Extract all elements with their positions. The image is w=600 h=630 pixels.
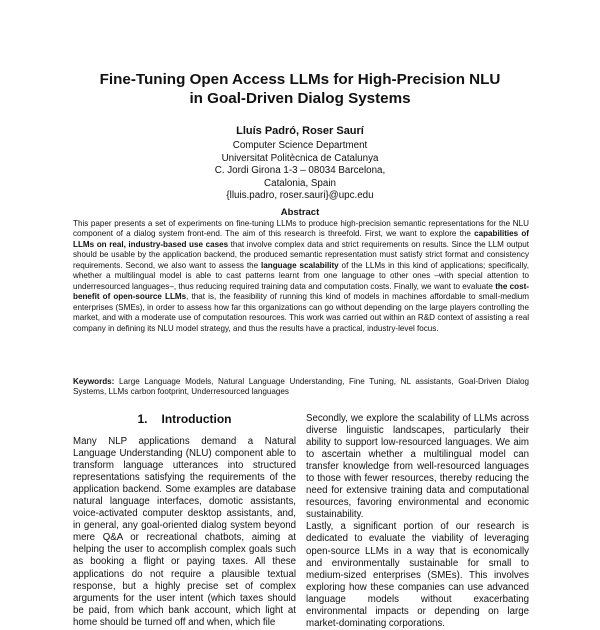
affiliation-line: Catalonia, Spain — [264, 177, 336, 189]
keywords — [73, 377, 529, 398]
abstract-emphasis: capabilities of LLMs on real, industry-based use cases — [73, 229, 529, 249]
affiliation-email: {lluis.padro, roser.sauri}@upc.edu — [226, 190, 374, 202]
abstract-heading: Abstract — [280, 207, 320, 218]
title-line-1: Fine-Tuning Open Access LLMs for High-Precision NLU — [99, 71, 501, 88]
intro-right-paragraph: Secondly, we explore the scalability of LLMs across diverse linguistic landscapes, particularly their ability to support low-resourced languages. We aim to ascertain whether a multilingual model can transfer knowledge from well-resourced languages to those with fewer resources, thereby reducing the need for extensive training data and computational resources, favoring environmental and economic sustainability. — [306, 413, 529, 521]
intro-right-paragraph: Lastly, a significant portion of our research is dedicated to evaluate the viability of leveraging open-source LLMs in a way that is economically and environmentally sustainable for small to medium-sized enterprises (SMEs). This involves exploring how these companies can use advanced language models without exacerbating environmental impacts or depending on large market-dominating corporations. — [306, 521, 529, 629]
abstract-part: This paper presents a set of experiments on fine-tuning LLMs to produce high-precision semantic representations for the NLU component of a dialog system front-end. The aim of this research is threefold. First, we want to explore the — [73, 219, 529, 239]
keywords-label: Keywords: — [73, 377, 115, 386]
paper-title — [60, 70, 540, 108]
keywords-list: Large Language Models, Natural Language Understanding, Fine Tuning, NL assistants, Goal-Driven Dialog Systems, LLMs carbon footprint, Underresourced languages — [73, 377, 529, 397]
abstract-part: that involve complex data and strict requirements on results. Since the LLM output should be usable by the application backend, the produced semantic representation must satisfy strict format and consistency requirements. Second, we also want to assess the — [73, 239, 529, 270]
abstract-emphasis: the cost-benefit of open-source LLMs — [73, 281, 529, 302]
abstract-part: of the LLMs in this kind of applications; specifically, whether a multilingual model is able to cast patterns learnt from one language to other ones –with special attention to underresourced languages–, thus reducing required training data and computation costs. Finally, we want to evaluate — [73, 260, 529, 291]
abstract-part: , that is, the feasibility of running this kind of models in machines affordable to small-medium enterprises (SMEs), in order to assess how far this organizations can go without depending on the large players controlling the market, and with a moderate use of computation resources. This work was carried out within an R&D context of assisting a real company in defining its NLU model strategy, and thus the results have a practical, industry-level focus. — [73, 292, 529, 333]
affiliation-line: C. Jordi Girona 1-3 – 08034 Barcelona, — [214, 165, 386, 177]
section-title: Introduction — [161, 412, 232, 426]
right-column — [306, 413, 529, 630]
section-heading — [73, 412, 296, 426]
abstract-text — [73, 219, 529, 334]
abstract-emphasis: language scalability — [261, 260, 339, 270]
affiliation-line: Universitat Politècnica de Catalunya — [221, 152, 379, 164]
affiliation — [150, 140, 450, 203]
intro-left-paragraph: Many NLP applications demand a Natural Language Understanding (NLU) component able to transform language utterances into structured representations satisfying the requirements of the application backend. Some examples are database natural language interfaces, domotic assistants, voice-activated computer desktop assistants, and, in general, any goal-oriented dialog system beyond mere Q&A or recreational chatbots, aiming at helping the user to accomplish complex goals such as booking a flight or paying taxes. All these applications do not require a plausible textual response, but a highly precise set of complex arguments for the user intent (which taxes should be paid, from which bank account, which light at home should be turned off and when, which file — [73, 436, 296, 628]
affiliation-line: Computer Science Department — [232, 140, 368, 151]
authors: Lluís Padró, Roser Saurí — [236, 125, 364, 137]
section-number: 1. — [137, 412, 148, 426]
title-line-2: in Goal-Driven Dialog Systems — [189, 90, 411, 107]
